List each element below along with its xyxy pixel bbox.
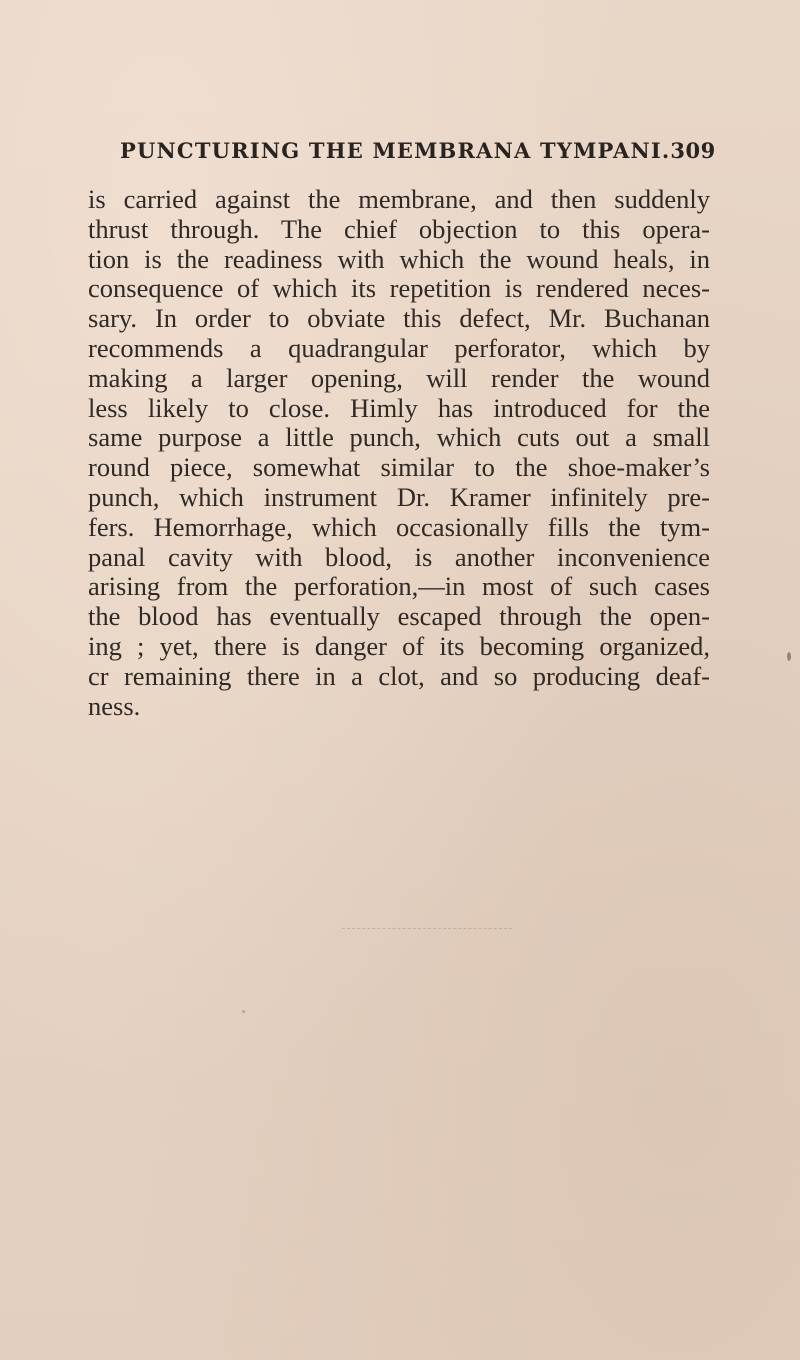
text-line: cr remaining there in a clot, and so producing deaf- (88, 660, 710, 691)
text-line: panal cavity with blood, is another inconvenience (88, 541, 710, 572)
text-line: recommends a quadrangular perforator, which by (88, 332, 710, 363)
text-line: making a larger opening, will render the wound (88, 362, 710, 393)
ink-speck (787, 652, 791, 661)
text-line: arising from the perforation,—in most of such cases (88, 571, 710, 602)
text-line: is carried against the membrane, and then suddenly (88, 184, 710, 214)
page-number: 309 (670, 138, 716, 163)
text-line: the blood has eventually escaped through the open- (88, 601, 710, 632)
text-line: tion is the readiness with which the wound heals, in (88, 243, 710, 274)
text-line: round piece, somewhat similar to the shoe-maker’s (88, 452, 710, 483)
text-line: fers. Hemorrhage, which occasionally fills the tym- (88, 511, 710, 542)
running-head (120, 138, 716, 163)
ink-speck (242, 1010, 245, 1013)
text-line: consequence of which its repetition is rendered neces- (88, 273, 710, 304)
text-line: punch, which instrument Dr. Kramer infinitely pre- (88, 481, 710, 512)
running-head-title: PUNCTURING THE MEMBRANA TYMPANI. (120, 138, 671, 163)
text-line: same purpose a little punch, which cuts out a small (88, 422, 710, 453)
faint-rule-line (342, 928, 512, 929)
body-paragraph (88, 185, 710, 721)
text-line: ness. (88, 690, 141, 721)
text-line: sary. In order to obviate this defect, Mr. Buchanan (88, 303, 710, 334)
text-line: thrust through. The chief objection to this opera- (88, 213, 710, 244)
text-line: less likely to close. Himly has introduced for the (88, 392, 710, 423)
text-line: ing ; yet, there is danger of its becoming organized, (88, 630, 710, 661)
